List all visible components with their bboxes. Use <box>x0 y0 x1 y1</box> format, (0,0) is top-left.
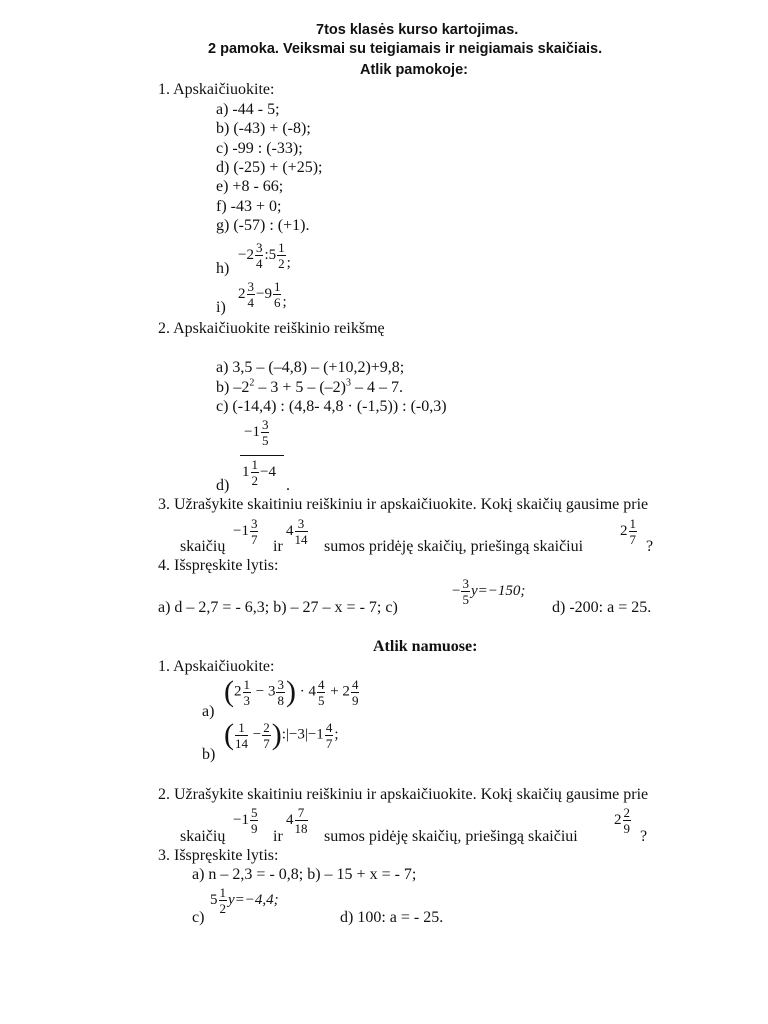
lesson-q1-item-c: c) -99 : (-33); <box>216 140 303 157</box>
lesson-q3-word-skaiciu: skaičių <box>180 538 226 555</box>
home-q2-word-skaiciu: skaičių <box>180 828 226 845</box>
lesson-q1-item-g: g) (-57) : (+1). <box>216 217 310 234</box>
lesson-q3-question-mark: ? <box>646 538 654 555</box>
lesson-q1-item-f: f) -43 + 0; <box>216 198 282 215</box>
lesson-q2-heading: 2. Apskaičiuokite reiškinio reikšmę <box>158 320 385 337</box>
lesson-q2-item-a: a) 3,5 – (–4,8) – (+10,2)+9,8; <box>216 359 405 376</box>
lesson-q2-item-d-end: . <box>286 477 290 494</box>
lesson-q4-equation-c: − $\frac{3}{5}$ y=−150; <box>452 576 526 607</box>
lesson-q1-item-i-expression: 2 $\frac{3}{4}$ −9 $\frac{1}{6}$ ; <box>238 279 287 310</box>
lesson-q1-item-b: b) (-43) + (-8); <box>216 120 311 137</box>
lesson-q1-heading: 1. Apskaičiuokite: <box>158 81 275 98</box>
lesson-q3-middle-text: sumos pridėję skaičių, priešingą skaičiui <box>324 538 584 555</box>
home-q1-item-b-expression: ( $\frac{1}{14}$ − $\frac{2}{7}$ ):|−3|−1 $\frac{4}{7}$ ; <box>224 718 339 751</box>
title-line-2: 2 pamoka. Veiksmai su teigiamais ir neigiamais skaičiais. <box>208 41 603 57</box>
lesson-q3-line1: 3. Užrašykite skaitiniu reiškiniu ir apskaičiuokite. Kokį skaičių gausime prie <box>158 496 649 513</box>
home-q1-item-b-label: b) <box>202 746 216 763</box>
lesson-q3-fraction-1: −1 $\frac{3}{7}$ <box>233 516 258 547</box>
home-q3-equation-d: d) 100: a = - 25. <box>340 909 444 926</box>
lesson-q2-item-b: b) $-2^2 - 3 + 5 - (-2)^3 - 4 - 7$. <box>216 377 404 396</box>
lesson-q4-equations-ab: a) d – 2,7 = - 6,3; b) – 27 – x = - 7; c) <box>158 599 398 616</box>
lesson-q4-heading: 4. Išspręskite lytis: <box>158 557 279 574</box>
home-q2-line1: 2. Užrašykite skaitiniu reiškiniu ir apskaičiuokite. Kokį skaičių gausime prie <box>158 786 649 803</box>
lesson-q1-item-h-expression: −2 $\frac{3}{4}$ :5 $\frac{1}{2}$ ; <box>238 240 291 271</box>
title-line-1: 7tos klasės kurso kartojimas. <box>316 22 519 38</box>
home-q2-word-ir: ir <box>273 828 283 845</box>
lesson-q3-word-ir: ir <box>273 538 283 555</box>
home-q1-item-a-expression: (2 $\frac{1}{3}$ − 3 $\frac{3}{8}$ ) · 4 $\frac{4}{5}$ + 2 $\frac{4}{9}$ <box>224 675 359 708</box>
lesson-q4-equation-d: d) -200: a = 25. <box>552 599 652 616</box>
home-q1-heading: 1. Apskaičiuokite: <box>158 658 275 675</box>
lesson-q2-item-d-label: d) <box>216 477 230 494</box>
home-q2-middle-text: sumos pidėję skaičių, priešingą skaičiui <box>324 828 578 845</box>
home-q2-fraction-1: −1 $\frac{5}{9}$ <box>233 805 258 836</box>
lesson-q2-item-c: c) (-14,4) : (4,8- 4,8 · (-1,5)) : (-0,3) <box>216 398 447 415</box>
home-q2-fraction-2: 4 $\frac{7}{18}$ <box>286 805 308 836</box>
lesson-q3-fraction-3: 2 $\frac{1}{7}$ <box>620 516 636 547</box>
lesson-q2-d-denominator: 1 $\frac{1}{2}$ −4 <box>242 457 276 488</box>
home-q1-item-a-label: a) <box>202 703 215 720</box>
home-q3-equations-ab: a) n – 2,3 = - 0,8; b) – 15 + x = - 7; <box>192 866 417 883</box>
lesson-q1-item-i-label: i) <box>216 299 226 316</box>
lesson-q3-fraction-2: 4 $\frac{3}{14}$ <box>286 516 308 547</box>
lesson-q1-item-a: a) -44 - 5; <box>216 101 280 118</box>
title-line-3: Atlik pamokoje: <box>360 62 468 78</box>
homework-heading: Atlik namuose: <box>373 638 478 655</box>
lesson-q2-d-fraction-bar <box>240 455 284 456</box>
home-q3-item-c-label: c) <box>192 909 205 926</box>
lesson-q1-item-e: e) +8 - 66; <box>216 178 284 195</box>
home-q2-fraction-3: 2 $\frac{2}{9}$ <box>614 805 630 836</box>
home-q3-equation-c: 5 $\frac{1}{2}$ y=−4,4; <box>210 885 279 916</box>
lesson-q1-item-d: d) (-25) + (+25); <box>216 159 323 176</box>
home-q3-heading: 3. Išspręskite lytis: <box>158 847 279 864</box>
lesson-q1-item-h-label: h) <box>216 260 230 277</box>
home-q2-question-mark: ? <box>640 828 648 845</box>
lesson-q2-d-numerator: −1 $\frac{3}{5}$ <box>244 417 269 448</box>
